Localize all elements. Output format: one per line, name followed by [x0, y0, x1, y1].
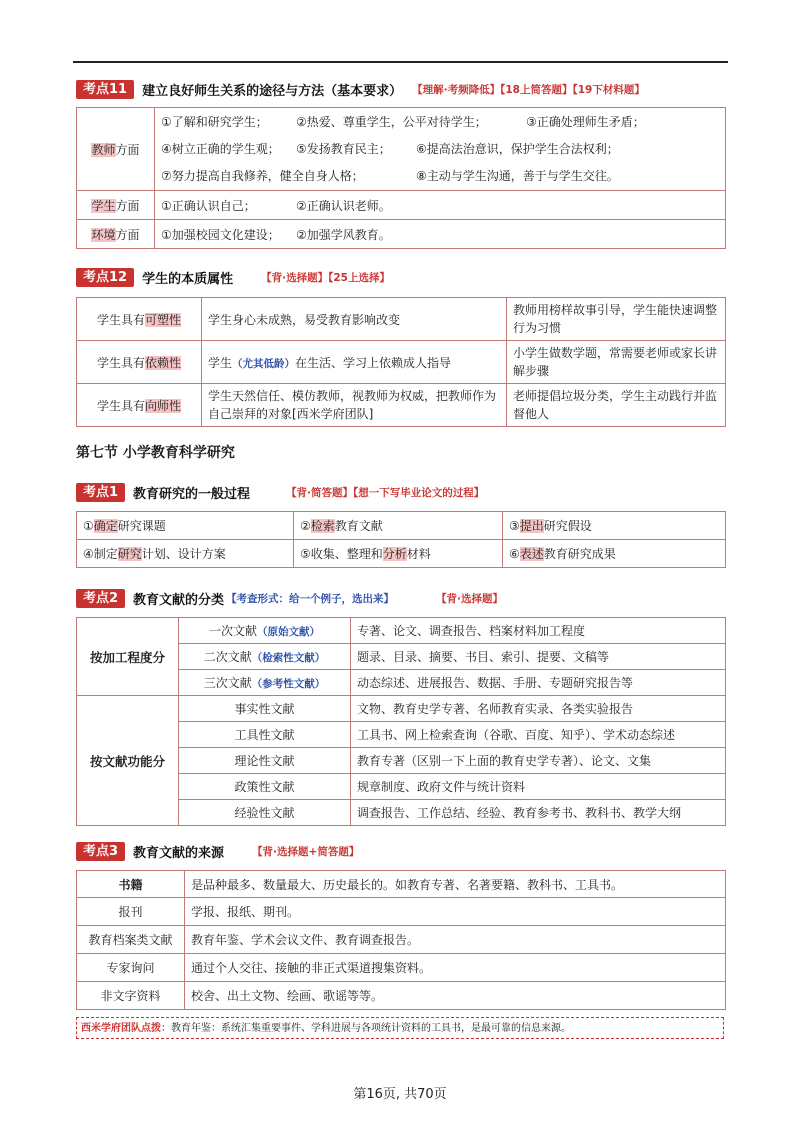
desc-text: 学生身心未成熟，易受教育影响改变: [208, 312, 401, 327]
step-highlight: 研究: [117, 547, 142, 561]
table-row: [77, 954, 726, 982]
section-heading: [76, 588, 726, 608]
chapter-title: 第七节 小学教育科学研究: [76, 445, 235, 461]
row-content: [155, 108, 726, 191]
doc-content: 规章制度、政府文件与统计资料: [351, 774, 726, 800]
desc-text-post: 在生活、学习上依赖成人指导: [295, 355, 452, 370]
step-post: 计划、设计方案: [141, 547, 226, 561]
section-kaodian-2: [76, 588, 726, 826]
section-tags: 【背·简答题】【想一下写毕业论文的过程】: [286, 486, 485, 499]
section-tags: 【理解·考频降低】【18上简答题】【19下材料题】: [412, 83, 645, 96]
doc-type: 经验性文献: [179, 800, 351, 826]
doc-type: 事实性文献: [179, 696, 351, 722]
section-kaodian-12: [76, 267, 726, 427]
section-title: 教育文献的来源: [133, 845, 225, 861]
attribute-example: 老师提倡垃圾分类，学生主动践行并监督他人: [507, 384, 726, 427]
label-highlight: 依赖性: [145, 355, 182, 370]
step-pre: ③: [509, 519, 520, 533]
desc-note: （尤其低龄）: [232, 357, 296, 370]
doc-type: 政策性文献: [179, 774, 351, 800]
doc-type: [179, 670, 351, 696]
source-content: 通过个人交往、接触的非正式渠道搜集资料。: [185, 954, 726, 982]
step-post: 研究假设: [543, 519, 592, 533]
tip-note-box: [76, 1017, 724, 1039]
doc-content: 文物、教育史学专著、名师教育实录、各类实验报告: [351, 696, 726, 722]
source-content: 学报、报纸、期刊。: [185, 898, 726, 926]
step-pre: ②: [300, 519, 311, 533]
label-highlight: 学生: [91, 198, 116, 213]
section-tags: 【背·选择题】: [436, 592, 504, 605]
item: ②加强学风教育。: [296, 227, 391, 242]
page-footer: 第16页, 共70页: [353, 1087, 447, 1102]
section-kaodian-11: [76, 79, 726, 249]
step-pre: ⑤收集、整理和: [300, 547, 383, 561]
attribute-example: 小学生做数学题，常需要老师或家长讲解步骤: [507, 341, 726, 384]
row-content: [155, 191, 726, 220]
doc-content: 调查报告、工作总结、经验、教育参考书、教科书、教学大纲: [351, 800, 726, 826]
source-content: 是品种最多、数量最大、历史最长的。如教育专著、名著要籍、教科书、工具书。: [185, 871, 726, 898]
content-line: [161, 136, 719, 163]
step-pre: ④制定: [83, 547, 118, 561]
section-badge: 考点12: [76, 268, 134, 287]
label-highlight: 教师: [91, 142, 116, 157]
table-row: [77, 540, 726, 568]
step-post: 教育文献: [334, 519, 383, 533]
section-heading: [76, 79, 726, 99]
step-highlight: 分析: [382, 547, 407, 561]
type-note: （检索性文献）: [251, 652, 326, 664]
section-kaodian-3: [76, 841, 726, 1010]
item: ②正确认识老师。: [296, 198, 391, 213]
process-step: [294, 540, 503, 568]
label-pre: 学生具有: [96, 312, 145, 327]
item: ⑧主动与学生沟通，善于与学生交往。: [416, 168, 619, 183]
item: ⑥提高法治意识，保护学生合法权利；: [416, 141, 619, 156]
step-highlight: 提出: [519, 519, 544, 533]
attribute-desc: [202, 384, 507, 427]
doc-content: 专著、论文、调查报告、档案材料加工程度: [351, 618, 726, 644]
table-row: [77, 108, 726, 191]
item: ②热爱、尊重学生，公平对待学生；: [296, 114, 487, 129]
table-row: [77, 512, 726, 540]
section-tags: 【背·选择题】【25上选择】: [261, 271, 390, 284]
step-pre: ①: [83, 519, 94, 533]
table-row: [77, 298, 726, 341]
tip-text: 教育年鉴：系统汇集重要事件、学科进展与各项统计资料的工具书，是最可靠的信息来源。: [171, 1023, 571, 1034]
row-label: [77, 220, 155, 249]
section-title: 学生的本质属性: [142, 271, 234, 287]
type-text: 三次文献: [203, 676, 252, 690]
section-badge: 考点2: [76, 589, 125, 608]
source-label: 非文字资料: [77, 982, 185, 1010]
table-row: [77, 341, 726, 384]
section-heading: [76, 267, 726, 287]
attribute-label: [77, 341, 202, 384]
section-kaodian-1: [76, 482, 726, 568]
label-rest: 方面: [115, 142, 140, 157]
type-note: （原始文献）: [257, 626, 320, 638]
content-line: [161, 163, 719, 190]
top-rule: [73, 61, 728, 63]
process-step: [77, 540, 294, 568]
step-highlight: 检索: [310, 519, 335, 533]
student-attributes-table: [76, 297, 726, 427]
step-highlight: 确定: [93, 519, 118, 533]
section-tags: 【背·选择题+简答题】: [252, 845, 360, 858]
doc-content: 题录、目录、摘要、书目、索引、提要、文稿等: [351, 644, 726, 670]
item: ①正确认识自己；: [161, 198, 256, 213]
table-row: [77, 696, 726, 722]
literature-classification-table: [76, 617, 726, 826]
item: ④树立正确的学生观；: [161, 141, 280, 156]
doc-type: [179, 618, 351, 644]
table-row: [77, 220, 726, 249]
attribute-example: 教师用榜样故事引导，学生能快速调整行为习惯: [507, 298, 726, 341]
table-row: [77, 871, 726, 898]
label-pre: 学生具有: [96, 398, 145, 413]
desc-text: 学生: [208, 355, 233, 370]
label-pre: 学生具有: [96, 355, 145, 370]
doc-content: 教育专著（区别一下上面的教育史学专著）、论文、文集: [351, 748, 726, 774]
item: ①了解和研究学生；: [161, 114, 268, 129]
source-label: 专家询问: [77, 954, 185, 982]
table-row: [77, 898, 726, 926]
item: ③正确处理师生矛盾；: [526, 114, 645, 129]
label-highlight: 可塑性: [145, 312, 182, 327]
step-pre: ⑥: [509, 547, 520, 561]
section-title: 教育文献的分类: [133, 592, 225, 608]
table-row: [77, 926, 726, 954]
table-row: [77, 191, 726, 220]
content-line: [161, 109, 719, 136]
attribute-label: [77, 384, 202, 427]
attribute-label: [77, 298, 202, 341]
process-step: [294, 512, 503, 540]
research-process-table: [76, 511, 726, 568]
row-label: [77, 191, 155, 220]
process-step: [77, 512, 294, 540]
source-label: 教育档案类文献: [77, 926, 185, 954]
doc-type: 工具性文献: [179, 722, 351, 748]
section-badge: 考点3: [76, 842, 125, 861]
source-label: 书籍: [77, 871, 185, 898]
row-label: [77, 108, 155, 191]
label-rest: 方面: [115, 227, 140, 242]
label-highlight: 环境: [91, 227, 116, 242]
type-text: 一次文献: [208, 624, 257, 638]
doc-content: 动态综述、进展报告、数据、手册、专题研究报告等: [351, 670, 726, 696]
section-heading: [76, 841, 726, 861]
group-label: 按文献功能分: [77, 696, 179, 826]
section-badge: 考点11: [76, 80, 134, 99]
step-post: 研究课题: [117, 519, 166, 533]
type-note: （参考性文献）: [251, 678, 326, 690]
section-note: 【考查形式：给一个例子，选出来】: [226, 592, 395, 605]
table-row: [77, 982, 726, 1010]
table-row: [77, 384, 726, 427]
label-highlight: 向师性: [145, 398, 182, 413]
item: ⑤发扬教育民主；: [296, 141, 391, 156]
desc-text: 学生天然信任、模仿教师，视教师为权威，把教师作为自己崇拜的对象[西米学府团队]: [208, 389, 497, 421]
table-row: [77, 618, 726, 644]
type-text: 二次文献: [203, 650, 252, 664]
section-title: 教育研究的一般过程: [133, 486, 251, 502]
section-heading: [76, 482, 726, 502]
section-title: 建立良好师生关系的途径与方法（基本要求）: [142, 83, 403, 99]
source-label: 报刊: [77, 898, 185, 926]
source-content: 教育年鉴、学术会议文件、教育调查报告。: [185, 926, 726, 954]
doc-content: 工具书、网上检索查询（谷歌、百度、知乎）、学术动态综述: [351, 722, 726, 748]
group-label: 按加工程度分: [77, 618, 179, 696]
attribute-desc: [202, 341, 507, 384]
doc-type: [179, 644, 351, 670]
step-highlight: 表述: [519, 547, 544, 561]
attribute-desc: [202, 298, 507, 341]
process-step: [503, 540, 726, 568]
step-post: 材料: [406, 547, 431, 561]
process-step: [503, 512, 726, 540]
label-rest: 方面: [115, 198, 140, 213]
row-content: [155, 220, 726, 249]
doc-type: 理论性文献: [179, 748, 351, 774]
step-post: 教育研究成果: [543, 547, 616, 561]
teacher-student-relation-table: [76, 107, 726, 249]
literature-source-table: [76, 870, 726, 1010]
source-content: 校舍、出土文物、绘画、歌谣等等。: [185, 982, 726, 1010]
section-badge: 考点1: [76, 483, 125, 502]
tip-label: 西米学府团队点拨：: [81, 1023, 171, 1034]
item: ①加强校园文化建设；: [161, 227, 280, 242]
item: ⑦努力提高自我修养，健全自身人格；: [161, 168, 364, 183]
